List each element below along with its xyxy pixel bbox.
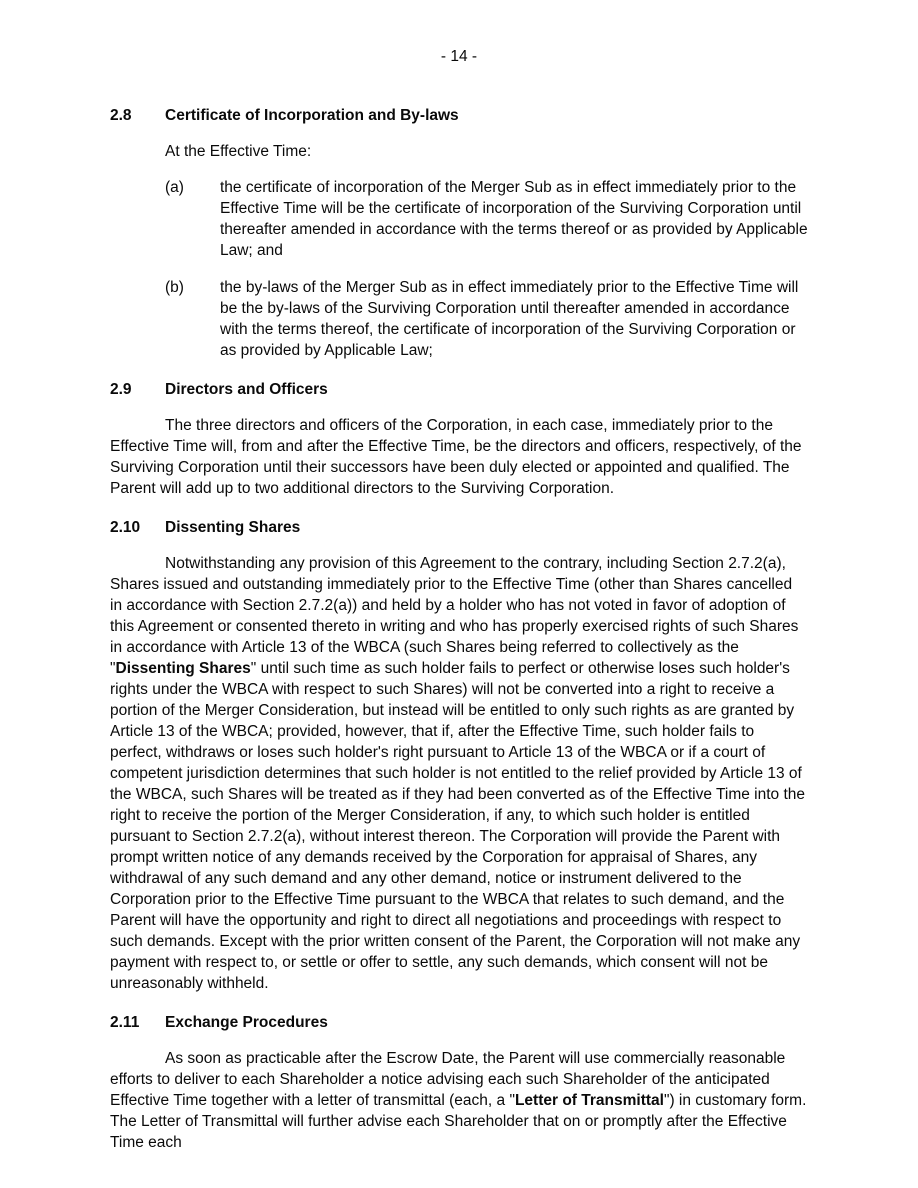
list-item [165, 277, 808, 361]
text-run: the by-laws of the Merger Sub as in effect immediately prior to the Effective Time will be the by-laws of the Surviving Corporation until thereafter amended in accordance with the terms thereof, the certificate of incorporation of the Surviving Corporation or as provided by Applicable Law; [220, 279, 799, 359]
bold-defined-term: Dissenting Shares [115, 660, 251, 677]
text-run: As soon as practicable after the Escrow Date, the Parent will use commercially reasonable efforts to deliver to each Shareholder a notice advising each such Shareholder of the anticipated Effective Time together with a letter of transmittal (each, a " [110, 1050, 786, 1109]
document-body [110, 105, 808, 1153]
section-number: 2.9 [110, 381, 132, 398]
bold-defined-term: Letter of Transmittal [514, 1092, 664, 1109]
section-number: 2.10 [110, 519, 141, 536]
section-title: Exchange Procedures [165, 1014, 328, 1031]
page-number: - 14 - [440, 48, 478, 65]
section-number: 2.8 [110, 107, 132, 124]
section-title: Certificate of Incorporation and By-laws [165, 107, 459, 124]
section-title: Dissenting Shares [165, 519, 301, 536]
paragraph [110, 553, 808, 994]
text-run: ") in customary form. The Letter of Transmittal will further advise each Shareholder that on or promptly after the Effective Time each [110, 1092, 807, 1151]
paragraph [110, 415, 808, 499]
text-run: The three directors and officers of the Corporation, in each case, immediately prior to the Effective Time will, from and after the Effective Time, be the directors and officers, respectively, of the Surviving Corporation until their successors have been duly elected or appointed and qualified. The Parent will add up to two additional directors to the Surviving Corporation. [110, 417, 802, 497]
list-item-text [220, 177, 808, 261]
list-item-text [220, 277, 808, 361]
section-heading [110, 105, 808, 126]
section-number: 2.11 [110, 1014, 140, 1031]
list-item-label: (b) [165, 279, 184, 296]
text-run: " until such time as such holder fails to perfect or otherwise loses such holder's rights under the WBCA with respect to such Shares) will not be converted into a right to receive a portion of the Merger Consideration, but instead will be entitled to only such rights as are granted by Article 13 of the WBCA; provided, however, that if, after the Effective Time, such holder fails to perfect, withdraws or loses such holder's right pursuant to Article 13 of the WBCA or if a court of competent jurisdiction determines that such holder is not entitled to the relief provided by Article 13 of the WBCA, such Shares will be treated as if they had been converted as of the Effective Time into the right to receive the portion of the Merger Consideration, if any, to which such holder is entitled pursuant to Section 2.7.2(a), without interest thereon. The Corporation will provide the Parent with prompt written notice of any demands received by the Corporation for appraisal of Shares, any withdrawal of any such demand and any other demand, notice or instrument delivered to the Corporation prior to the Effective Time pursuant to the WBCA that relates to such demand, and the Parent will have the opportunity and right to direct all negotiations and proceedings with respect to such demands. Except with the prior written consent of the Parent, the Corporation will not make any payment with respect to, or settle or offer to settle, any such demands, which consent will not be unreasonably withheld. [110, 660, 806, 992]
text-run: the certificate of incorporation of the Merger Sub as in effect immediately prior to the Effective Time will be the certificate of incorporation of the Surviving Corporation until thereafter amended in accordance with the terms thereof or as provided by Applicable Law; and [220, 179, 808, 259]
list-item [165, 177, 808, 261]
paragraph [110, 141, 808, 162]
text-run: Notwithstanding any provision of this Agreement to the contrary, including Section 2.7.2(a), Shares issued and outstanding immediately prior to the Effective Time (other than Shares cancelled in accordance with Section 2.7.2(a)) and held by a holder who has not voted in favor of adoption of this Agreement or consented thereto in writing and who has properly exercised rights of such Shares in accordance with Article 13 of the WBCA (such Shares being referred to collectively as the " [110, 555, 799, 677]
section-heading [110, 517, 808, 538]
list-item-label: (a) [165, 179, 184, 196]
text-run: At the Effective Time: [165, 143, 312, 160]
section-heading [110, 1012, 808, 1033]
section-title: Directors and Officers [165, 381, 328, 398]
paragraph [110, 1048, 808, 1153]
section-heading [110, 379, 808, 400]
